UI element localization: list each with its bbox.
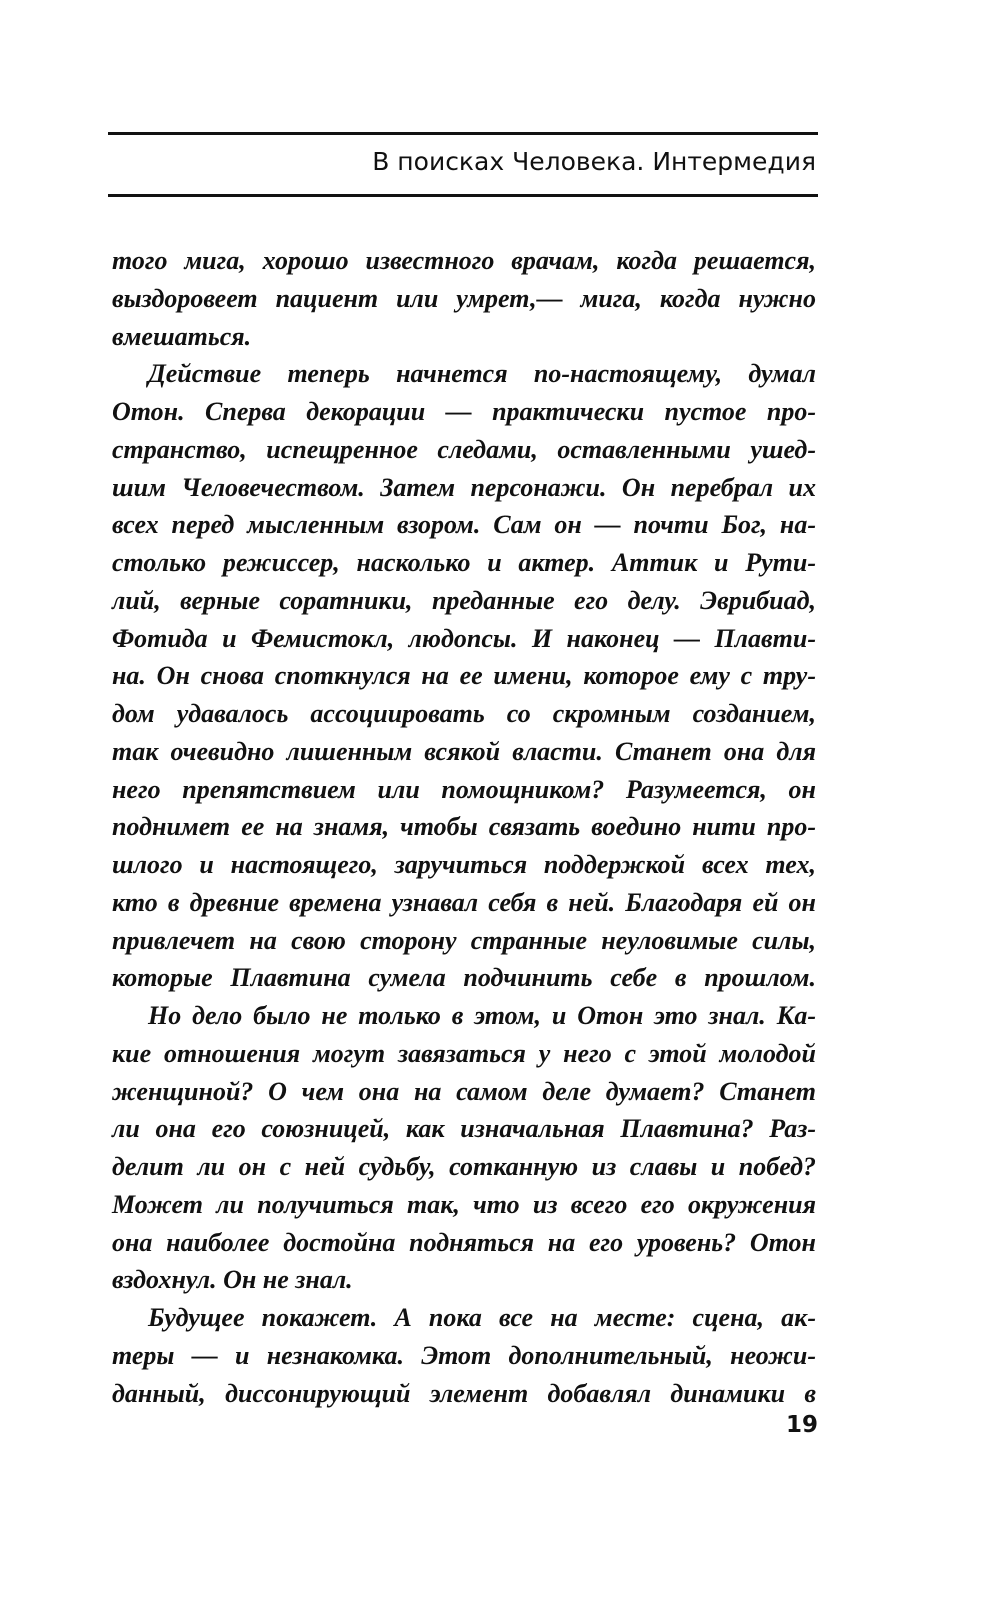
text-line: столько режиссер, насколько и актер. Аттик и Рути- (112, 548, 816, 577)
text-line: данный, диссонирующий элемент добавлял динамики в (112, 1378, 816, 1408)
text-line: которые Плавтина сумела подчинить себе в прошлом. (112, 963, 816, 993)
text-line: странство, испещренное следами, оставленными ушед- (112, 434, 816, 464)
text-line: на. Он снова споткнулся на ее имени, которое ему с тру- (112, 661, 816, 691)
header-top-rule (108, 132, 818, 135)
text-line: Может ли получиться так, что из всего его окружения (112, 1189, 816, 1219)
text-line: вздохнул. Он не знал. (112, 1265, 353, 1295)
text-line: кто в древние времена узнавал себя в ней. Благодаря ей он (112, 887, 816, 917)
text-line: шлого и настоящего, заручиться поддержкой всех тех, (112, 850, 816, 879)
text-line: шим Человечеством. Затем персонажи. Он перебрал их (112, 472, 816, 502)
text-line: ли она его союзницей, как изначальная Плавтина? Раз- (112, 1114, 816, 1144)
text-line: него препятствием или помощником? Разумеется, он (112, 774, 816, 804)
body-text (112, 242, 816, 1412)
header-bottom-rule (108, 194, 818, 197)
text-line: вмешаться. (112, 321, 252, 351)
text-line: делит ли он с ней судьбу, сотканную из славы и побед? (112, 1152, 816, 1181)
text-line: привлечет на свою сторону странные неуловимые силы, (112, 925, 816, 955)
text-line: всех перед мысленным взором. Сам он — почти Бог, на- (112, 510, 816, 540)
text-line: поднимет ее на знамя, чтобы связать воедино нити про- (112, 812, 816, 842)
text-line: выздоровеет пациент или умрет,— мига, когда нужно (112, 283, 816, 313)
running-title: В поисках Человека. Интермедия (372, 147, 816, 176)
text-line: теры — и незнакомка. Этот дополнительный, неожи- (112, 1340, 816, 1370)
text-line: женщиной? О чем она на самом деле думает? Станет (112, 1076, 816, 1106)
text-line: Будущее покажет. А пока все на месте: сцена, ак- (148, 1303, 816, 1332)
text-line: так очевидно лишенным всякой власти. Станет она для (112, 736, 816, 766)
text-line: она наиболее достойна подняться на его уровень? Отон (112, 1227, 816, 1257)
text-line: того мига, хорошо известного врачам, когда решается, (112, 246, 816, 275)
text-line: дом удавалось ассоциировать со скромным созданием, (112, 699, 816, 728)
text-line: Фотида и Фемистокл, людопсы. И наконец — Плавти- (112, 623, 816, 653)
text-line: кие отношения могут завязаться у него с этой молодой (112, 1038, 816, 1068)
text-line: Действие теперь начнется по-настоящему, думал (148, 359, 816, 389)
text-line: Но дело было не только в этом, и Отон это знал. Ка- (148, 1001, 816, 1030)
text-line: лий, верные соратники, преданные его делу. Эврибиад, (112, 585, 816, 615)
text-line: Отон. Сперва декорации — практически пустое про- (112, 397, 816, 426)
page-number: 19 (786, 1412, 819, 1438)
